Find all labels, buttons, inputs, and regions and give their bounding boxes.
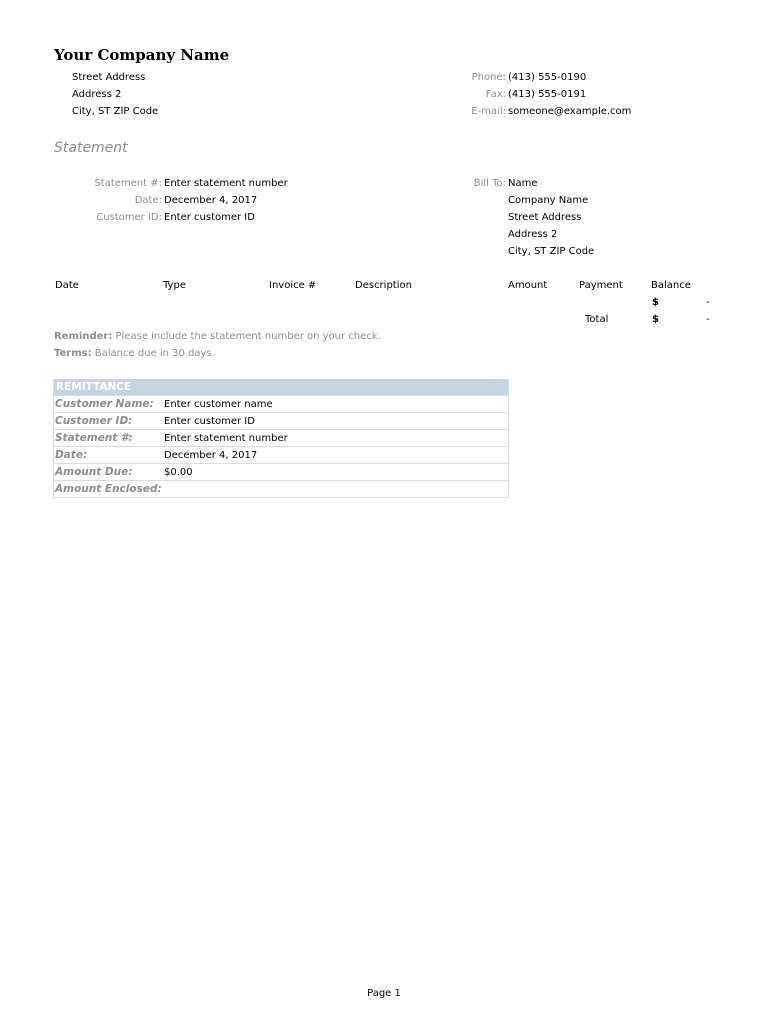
bill-to-line-2: Company Name	[508, 195, 589, 206]
col-header-payment: Payment	[579, 280, 623, 291]
remittance-row	[54, 412, 508, 429]
remittance-amount-due-label: Amount Due:	[55, 466, 133, 478]
remittance-header: REMITTANCE	[54, 379, 508, 395]
bill-to-line-3: Street Address	[508, 212, 582, 223]
bill-to-line-4: Address 2	[508, 229, 558, 240]
reminder-note	[54, 331, 381, 343]
remittance-row	[54, 395, 508, 412]
remittance-amount-enclosed-label: Amount Enclosed:	[55, 483, 162, 495]
total-label: Total	[585, 314, 609, 325]
company-address-line-3: City, ST ZIP Code	[72, 106, 159, 117]
remittance-amount-due-value[interactable]: $0.00	[164, 467, 193, 478]
balance-value: -	[706, 297, 710, 308]
terms-label: Terms:	[54, 348, 92, 359]
col-header-date: Date	[55, 280, 79, 291]
bill-to-line-1: Name	[508, 178, 538, 189]
customer-id-label: Customer ID:	[96, 212, 162, 223]
company-address-line-2: Address 2	[72, 89, 122, 100]
col-header-description: Description	[355, 280, 412, 291]
company-address-line-1: Street Address	[72, 72, 146, 83]
date-label: Date:	[134, 195, 162, 206]
remittance-customer-id-value[interactable]: Enter customer ID	[164, 416, 255, 427]
fax-value: (413) 555-0191	[508, 89, 587, 100]
page-number: Page 1	[367, 988, 401, 999]
terms-text: Balance due in 30 days.	[94, 348, 215, 359]
col-header-balance: Balance	[651, 280, 691, 291]
remittance-row	[54, 429, 508, 446]
remittance-date-value[interactable]: December 4, 2017	[164, 450, 258, 461]
remittance-row	[54, 480, 508, 497]
balance-currency: $	[652, 297, 659, 308]
phone-value: (413) 555-0190	[508, 72, 587, 83]
email-label: E-mail:	[471, 106, 506, 117]
remittance-customer-name-label: Customer Name:	[55, 398, 154, 410]
bill-to-line-5: City, ST ZIP Code	[508, 246, 595, 257]
total-currency: $	[652, 314, 659, 325]
remittance-date-label: Date:	[55, 449, 88, 461]
remittance-table	[53, 379, 509, 498]
reminder-text: Please include the statement number on your check.	[115, 331, 381, 342]
remittance-row	[54, 446, 508, 463]
email-value: someone@example.com	[508, 106, 632, 117]
fax-label: Fax:	[485, 89, 506, 100]
customer-id-value: Enter customer ID	[164, 212, 255, 223]
statement-number-label: Statement #:	[94, 178, 162, 189]
col-header-type: Type	[163, 280, 186, 291]
total-value: -	[706, 314, 710, 325]
terms-note	[54, 348, 215, 360]
remittance-row	[54, 463, 508, 480]
statement-title: Statement	[54, 140, 128, 156]
col-header-invoice: Invoice #	[269, 280, 317, 291]
phone-label: Phone:	[471, 72, 506, 83]
col-header-amount: Amount	[508, 280, 548, 291]
reminder-label: Reminder:	[54, 331, 113, 342]
statement-number-value: Enter statement number	[164, 178, 288, 189]
remittance-customer-name-value[interactable]: Enter customer name	[164, 399, 273, 410]
remittance-customer-id-label: Customer ID:	[55, 415, 133, 427]
date-value: December 4, 2017	[164, 195, 258, 206]
bill-to-label: Bill To:	[473, 178, 506, 189]
remittance-statement-number-label: Statement #:	[55, 432, 133, 444]
remittance-statement-number-value[interactable]: Enter statement number	[164, 433, 288, 444]
company-name: Your Company Name	[54, 46, 230, 64]
